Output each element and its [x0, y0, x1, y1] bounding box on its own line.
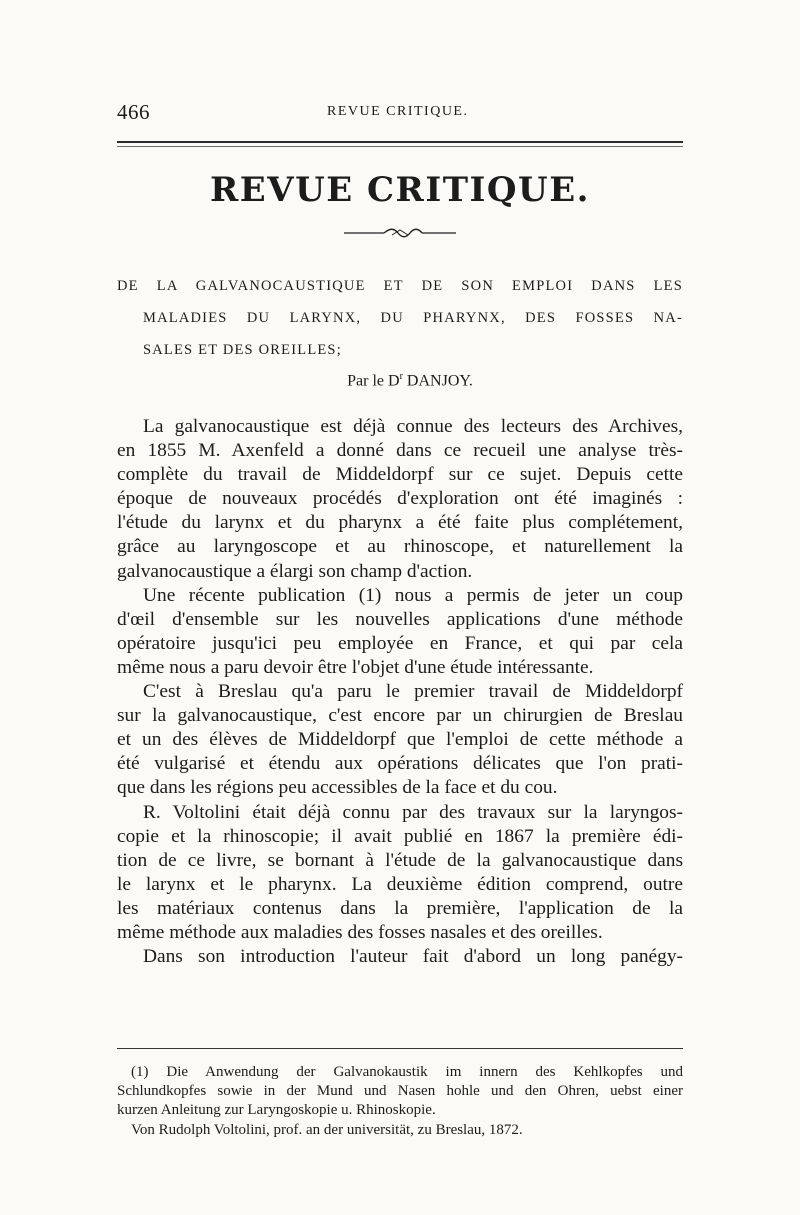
text-line: Dans son introduction l'auteur fait d'abord un long panégy- [143, 946, 683, 968]
paragraph [117, 801, 683, 946]
footnote-line: Von Rudolph Voltolini, prof. an der universität, zu Breslau, 1872. [131, 1121, 523, 1138]
byline-superscript: r [399, 371, 403, 382]
text-line: le larynx et le pharynx. La deuxième édition comprend, outre [117, 873, 683, 895]
text-line: complète du travail de Middeldorpf sur ce sujet. Depuis cette [117, 464, 683, 486]
article-title-line: MALADIES DU LARYNX, DU PHARYNX, DES FOSSES NA- [143, 310, 683, 326]
header-rule [117, 141, 683, 147]
text-line: même nous a paru devoir être l'objet d'une étude intéressante. [117, 656, 594, 678]
running-head [117, 100, 683, 126]
page-number: 466 [117, 100, 150, 124]
ornament-divider [344, 226, 456, 240]
text-line: en 1855 M. Axenfeld a donné dans ce recueil une analyse très- [117, 440, 683, 462]
article-title-line: SALES ET DES OREILLES; [143, 342, 342, 358]
text-line: même méthode aux maladies des fosses nasales et des oreilles. [117, 921, 603, 943]
text-line: La galvanocaustique est déjà connue des lecteurs des Archives, [143, 416, 683, 437]
text-line: et un des élèves de Middeldorpf que l'emploi de cette méthode a [117, 729, 683, 751]
byline-prefix: Par le D [347, 372, 400, 390]
text-line: C'est à Breslau qu'a paru le premier travail de Middeldorpf [143, 681, 683, 703]
text-line: copie et la rhinoscopie; il avait publié en 1867 la première édi- [117, 825, 683, 847]
section-title: REVUE CRITIQUE. [210, 170, 590, 210]
text-line: Une récente publication (1) nous a permis de jeter un coup [143, 584, 683, 606]
text-line: tion de ce livre, se bornant à l'étude de la galvanocaustique dans [117, 849, 683, 871]
paragraph [117, 680, 683, 800]
article-title-line: DE LA GALVANOCAUSTIQUE ET DE SON EMPLOI DANS LES [117, 278, 683, 294]
byline-author: DANJOY. [402, 372, 473, 390]
paragraph [117, 584, 683, 680]
text-line: que dans les régions peu accessibles de la face et du cou. [117, 777, 558, 799]
paragraph [117, 945, 683, 969]
text-line: sur la galvanocaustique, c'est encore par un chirurgien de Breslau [117, 705, 683, 727]
text-line: d'œil d'ensemble sur les nouvelles applications d'une méthode [117, 608, 683, 630]
running-title: REVUE CRITIQUE. [327, 104, 469, 119]
text-line: R. Voltolini était déjà connu par des travaux sur la laryngos- [143, 801, 683, 823]
paragraph [117, 415, 683, 584]
text-line: époque de nouveaux procédés d'exploration ont été imaginés : [117, 488, 683, 510]
footnote [117, 1063, 683, 1140]
article-body [117, 415, 683, 969]
text-line: été vulgarisé et étendu aux opérations délicates que l'on prati- [117, 753, 683, 775]
footnote-line: (1) Die Anwendung der Galvanokaustik im innern des Kehlkopfes und [131, 1064, 683, 1080]
footnote-rule [117, 1048, 683, 1049]
footnote-line: Schlundkopfes sowie in der Mund und Nasen hohle und den Ohren, uebst einer [117, 1083, 683, 1100]
byline [117, 371, 683, 390]
article-title [117, 270, 683, 366]
footnote-line: kurzen Anleitung zur Laryngoskopie u. Rhinoskopie. [117, 1102, 436, 1119]
text-line: grâce au laryngoscope et au rhinoscope, et naturellement la [117, 536, 683, 558]
text-line: opératoire jusqu'ici peu employée en France, et qui par cela [117, 632, 683, 654]
text-line: galvanocaustique a élargi son champ d'action. [117, 560, 473, 582]
text-line: les matériaux contenus dans la première, l'application de la [117, 897, 683, 919]
text-line: l'étude du larynx et du pharynx a été faite plus complétement, [117, 512, 683, 534]
